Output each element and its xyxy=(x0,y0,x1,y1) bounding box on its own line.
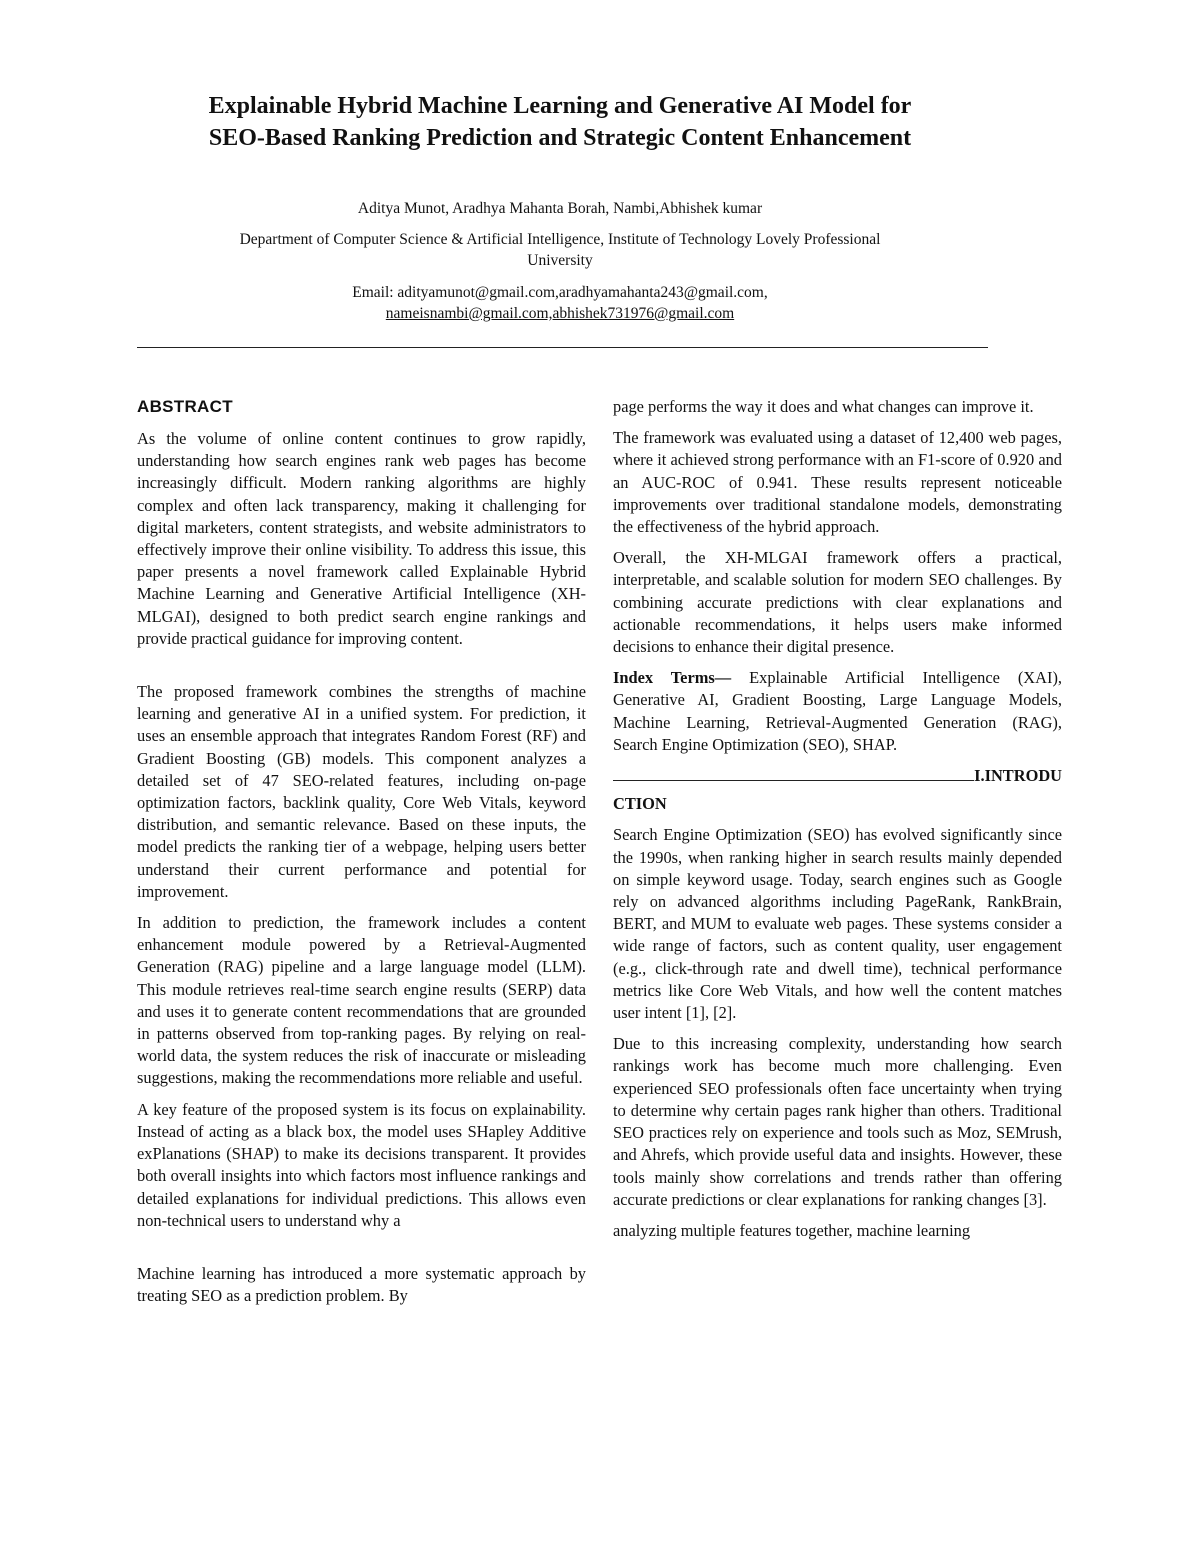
author-list: Aditya Munot, Aradhya Mahanta Borah, Nambi,Abhishek kumar xyxy=(357,200,763,217)
abstract-paragraph-2: The proposed framework combines the strengths of machine learning and generative AI in a unified system. For prediction, it uses an ensemble approach that integrates Random Forest (RF) and Gradient Boosting (GB) models. This component analyzes a detailed set of 47 SEO-related features, including on-page optimization factors, backlink quality, Core Web Vitals, keyword distribution, and semantic relevance. Based on these inputs, the model predicts the ranking tier of a webpage, helping users better understand their current performance and potential for improvement. xyxy=(137,682,586,901)
affiliation-line-1: Department of Computer Science & Artificial Intelligence, Institute of Technology Lovely Professional xyxy=(239,231,881,248)
introduction-heading-part-2: CTION xyxy=(613,794,667,814)
introduction-paragraph-1: Search Engine Optimization (SEO) has evolved significantly since the 1990s, when ranking higher in search results mainly depended on simple keyword usage. Today, search engines such as Google rely on advanced algorithms including PageRank, RankBrain, BERT, and MUM to evaluate web pages. These systems consider a wide range of factors, such as content quality, user engagement (e.g., click-through rate and dwell time), technical performance metrics like Core Web Vitals, and how well the content matches user intent [1], [2]. xyxy=(613,825,1062,1023)
email-link[interactable]: nameisnambi@gmail.com,abhishek731976@gmail.com xyxy=(385,305,735,322)
abstract-paragraph-1: As the volume of online content continues to grow rapidly, understanding how search engines rank web pages has become increasingly difficult. Modern ranking algorithms are highly complex and often lack transparency, making it challenging for digital marketers, content strategists, and website administrators to effectively improve their online visibility. To address this issue, this paper presents a novel framework called Explainable Hybrid Machine Learning and Generative Artificial Intelligence (XH-MLGAI), designed to both predict search engine rankings and provide practical guidance for improving content. xyxy=(137,429,586,648)
abstract-heading: ABSTRACT xyxy=(137,397,233,416)
paper-title xyxy=(60,90,1060,154)
abstract-paragraph-4: A key feature of the proposed system is its focus on explainability. Instead of acting as a black box, the model uses SHapley Additive exPlanations (SHAP) to make its decisions transparent. It provides both overall insights into which factors most influence rankings and detailed explanations for individual predictions. This allows even non-technical users to understand why a xyxy=(137,1099,586,1230)
abstract-paragraph-3: In addition to prediction, the framework includes a content enhancement module powered by a Retrieval-Augmented Generation (RAG) pipeline and a large language model (LLM). This module retrieves real-time search engine results (SERP) data and uses it to generate content recommendations that are grounded in patterns observed from top-ranking pages. By relying on real-world data, the system reduces the risk of inaccurate or misleading suggestions, making the recommendations more reliable and useful. xyxy=(137,913,586,1088)
email-line-1: Email: adityamunot@gmail.com,aradhyamahanta243@gmail.com, xyxy=(352,284,768,301)
index-terms xyxy=(613,667,1062,756)
index-terms-text: Explainable Artificial Intelligence (XAI), Generative AI, Gradient Boosting, Large Language Models, Machine Learning, Retrieval-Augmented Generation (RAG), Search Engine Optimization (SEO), SHAP. xyxy=(613,668,1062,754)
introduction-heading xyxy=(613,765,1062,787)
header-divider xyxy=(137,347,988,348)
introduction-paragraph-2: Due to this increasing complexity, understanding how search rankings work has become much more challenging. Even experienced SEO professionals often face uncertainty when trying to determine why certain pages rank higher than others. Traditional SEO practices rely on experience and tools such as Moz, SEMrush, and Ahrefs, which provide useful data and insights. However, these tools mainly show correlations and trends rather than offering accurate predictions or clear explanations for ranking changes [3]. xyxy=(613,1034,1062,1209)
title-line-1: Explainable Hybrid Machine Learning and Generative AI Model for xyxy=(208,93,912,119)
index-terms-label: Index Terms— xyxy=(613,668,732,688)
body-paragraph-ml: Machine learning has introduced a more systematic approach by treating SEO as a prediction problem. By xyxy=(137,1263,586,1306)
introduction-paragraph-3: analyzing multiple features together, machine learning xyxy=(613,1220,971,1240)
heading-rule xyxy=(613,780,974,781)
affiliation-line-2: University xyxy=(527,252,593,269)
introduction-heading-part-1: I.INTRODU xyxy=(974,766,1062,786)
left-column xyxy=(137,396,586,1307)
email-block xyxy=(60,282,1060,324)
abstract-continuation: page performs the way it does and what changes can improve it. xyxy=(613,397,1034,416)
affiliation xyxy=(60,229,1060,271)
title-line-2: SEO-Based Ranking Prediction and Strategic Content Enhancement xyxy=(208,125,912,151)
right-column xyxy=(613,396,1062,1242)
abstract-conclusion-paragraph: Overall, the XH-MLGAI framework offers a practical, interpretable, and scalable solution for modern SEO challenges. By combining accurate predictions with clear explanations and actionable recommendations, it helps users make informed decisions to enhance their digital presence. xyxy=(613,548,1062,657)
abstract-evaluation-paragraph: The framework was evaluated using a dataset of 12,400 web pages, where it achieved strong performance with an F1-score of 0.920 and an AUC-ROC of 0.941. These results represent noticeable improvements over traditional standalone models, demonstrating the effectiveness of the hybrid approach. xyxy=(613,428,1062,537)
